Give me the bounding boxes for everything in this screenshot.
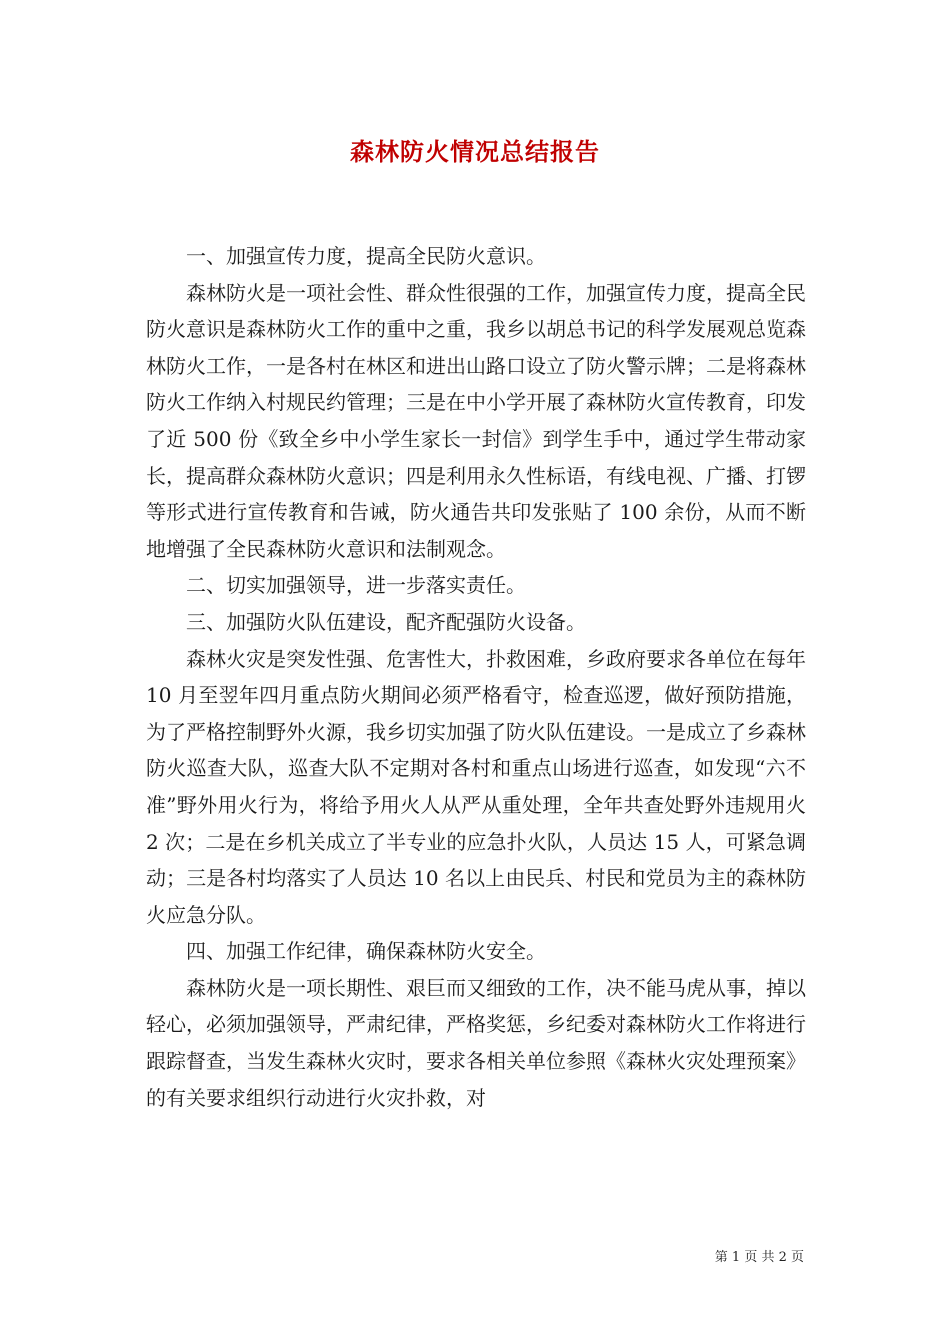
section-heading-2: 二、切实加强领导，进一步落实责任。 bbox=[186, 573, 526, 598]
document-body bbox=[146, 238, 806, 1116]
page-number: 第 1 页 共 2 页 bbox=[714, 1250, 804, 1265]
section-heading-4: 四、加强工作纪律，确保森林防火安全。 bbox=[186, 939, 546, 964]
paragraph-3: 森林火灾是突发性强、危害性大，扑救困难，乡政府要求各单位在每年 10 月至翌年四月重点防火期间必须严格看守，检查巡逻，做好预防措施，为了严格控制野外火源，我乡切实加强了防火队伍建设。一是成立了乡森林防火巡查大队，巡查大队不定期对各村和重点山场进行巡查，如发现“六不准”野外用火行为，将给予用火人从严从重处理，全年共查处野外违规用火 2 次；二是在乡机关成立了半专业的应急扑火队，人员达 15 人，可紧急调动；三是各村均落实了人员达 10 名以上由民兵、村民和党员为主的森林防火应急分队。 bbox=[146, 646, 806, 927]
section-heading-3: 三、加强防火队伍建设，配齐配强防火设备。 bbox=[186, 609, 586, 634]
section-heading-1: 一、加强宣传力度，提高全民防火意识。 bbox=[186, 244, 546, 268]
paragraph-1: 森林防火是一项社会性、群众性很强的工作，加强宣传力度，提高全民防火意识是森林防火工作的重中之重，我乡以胡总书记的科学发展观总览森林防火工作，一是各村在林区和进出山路口设立了防火警示牌；二是将森林防火工作纳入村规民约管理；三是在中小学开展了森林防火宣传教育，印发了近 500 份《致全乡中小学生家长一封信》到学生手中，通过学生带动家长，提高群众森林防火意识；四是利用永久性标语，有线电视、广播、打锣等形式进行宣传教育和告诫，防火通告共印发张贴了 100 余份，从而不断地增强了全民森林防火意识和法制观念。 bbox=[146, 280, 806, 561]
paragraph-4: 森林防火是一项长期性、艰巨而又细致的工作，决不能马虎从事，掉以轻心，必须加强领导，严肃纪律，严格奖惩，乡纪委对森林防火工作将进行跟踪督查，当发生森林火灾时，要求各相关单位参照《森林火灾处理预案》的有关要求组织行动进行火灾扑救，对 bbox=[146, 975, 806, 1110]
document-title: 森林防火情况总结报告 bbox=[350, 137, 600, 166]
